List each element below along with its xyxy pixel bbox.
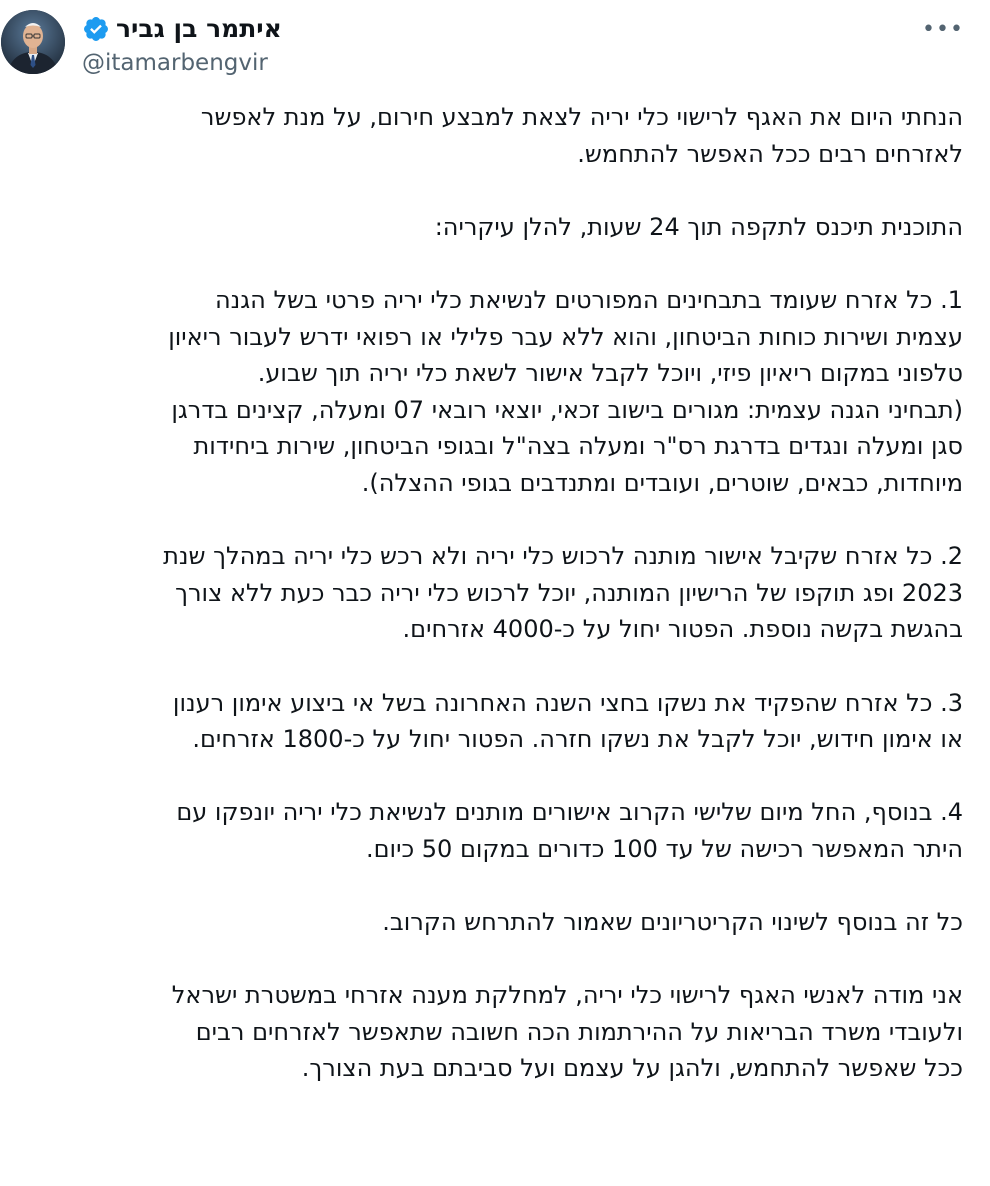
paragraph-break [8,758,963,795]
paragraph-break [8,172,963,209]
author-handle[interactable]: @itamarbengvir [82,50,268,76]
tweet-text-line: 3. כל אזרח שהפקיד את נשקו בחצי השנה האחרונה בשל אי ביצוע אימון רענון [172,688,963,717]
tweet-text-line: או אימון חידוש, יוכל לקבל את נשקו חזרה. הפטור יחול על כ-1800 אזרחים. [192,725,963,754]
tweet-text-line: ככל שאפשר להתחמש, ולהגן על עצמם ועל סביבתם בעת הצורך. [301,1054,963,1083]
paragraph-break [8,648,963,685]
tweet-text-line: היתר המאפשר רכישה של עד 100 כדורים במקום 50 כיום. [365,834,963,863]
paragraph-break [8,941,963,978]
verified-badge-icon [82,15,110,43]
display-name[interactable]: איתמר בן גביר [116,14,282,43]
tweet-text-line: סגן ומעלה ונגדים בדרגת רס"ר ומעלה בצה"ל ובגופי הביטחון, שירות ביחידות [193,432,963,461]
tweet-text-line: (תבחיני הגנה עצמית: מגורים בישוב זכאי, יוצאי רובאי 07 ומעלה, קצינים בדרגן [171,395,963,424]
tweet-header [0,0,990,90]
paragraph-break [8,502,963,539]
tweet-text-line: אני מודה לאנשי האגף לרישוי כלי יריה, למחלקת מענה אזרחי במשטרת ישראל [171,981,963,1010]
tweet-text-line: עצמית ושירות כוחות הביטחון, והוא ללא עבר פלילי או רפואי ידרש לעבור ריאיון [168,322,963,351]
tweet-text-line: כל זה בנוסף לשינוי הקריטריונים שאמור להתרחש הקרוב. [382,908,963,937]
tweet-text-line: 2023 ופג תוקפו של הרישיון המותנה, יוכל לרכוש כלי יריה כבר כעת ללא צורך [175,578,963,607]
more-options-button[interactable] [918,12,968,46]
tweet-text-line: 2. כל אזרח שקיבל אישור מותנה לרכוש כלי יריה ולא רכש כלי יריה במהלך שנת [163,542,963,571]
tweet-text-line: טלפוני במקום ריאיון פיזי, ויוכל לקבל אישור לשאת כלי יריה תוך שבוע. [257,359,963,388]
author-identity[interactable] [82,12,282,78]
tweet-text-line: מיוחדות, כבאים, שוטרים, ועובדים ומתנדבים בגופי ההצלה). [361,468,963,497]
tweet-text-line: הנחתי היום את האגף לרישוי כלי יריה לצאת למבצע חירום, על מנת לאפשר [200,103,963,131]
paragraph-break [8,245,963,282]
name-row [82,12,282,46]
more-horizontal-icon: ••• [922,16,964,42]
tweet-text-line: בהגשת בקשה נוספת. הפטור יחול על כ-4000 אזרחים. [402,615,963,644]
paragraph-break [8,867,963,904]
tweet-text-line: 1. כל אזרח שעומד בתבחינים המפורטים לנשיאת כלי יריה פרטי בשל הגנה [214,285,963,314]
tweet-text [8,99,963,1087]
avatar[interactable] [1,10,65,74]
tweet-text-line: ולעובדי משרד הבריאות על ההירתמות הכה חשובה שתאפשר לאזרחים רבים [195,1017,963,1046]
tweet-text-line: התוכנית תיכנס לתקפה תוך 24 שעות, להלן עיקריה: [434,212,963,241]
tweet-text-line: לאזרחים רבים ככל האפשר להתחמש. [577,139,963,168]
tweet-text-line: 4. בנוסף, החל מיום שלישי הקרוב אישורים מותנים לנשיאת כלי יריה יונפקו עם [176,798,963,827]
